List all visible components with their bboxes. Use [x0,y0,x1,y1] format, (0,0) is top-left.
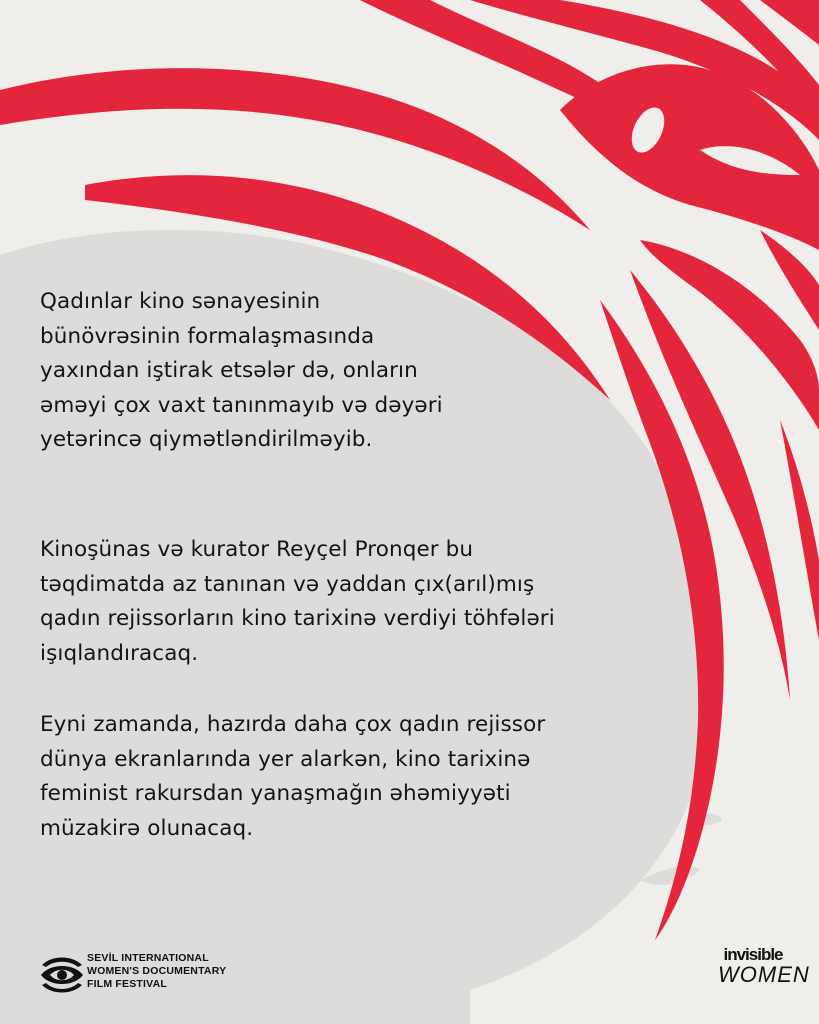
festival-name-line: FILM FESTIVAL [87,978,167,991]
paragraph-line: Qadınlar kino sənayesinin [40,289,321,314]
paragraph-intro [40,285,443,458]
paragraph-line: təqdimatda az tanınan və yaddan çıx(arıl)mış [40,571,535,597]
paragraph-line: müzakirə olunacaq. [40,815,254,841]
paragraph-line: yaxından iştirak etsələr də, onların [40,358,418,383]
paragraph-line: əməyi çox vaxt tanınmayıb və dəyəri [40,392,443,418]
festival-name [87,952,226,992]
paragraph-presentation [40,533,555,671]
paragraph-line: yetərincə qiymətləndirilməyib. [40,427,373,452]
paragraph-line: işıqlandıracaq. [40,640,199,666]
logo-word-invisible: invisible [723,945,783,964]
paragraph-line: qadın rejissorların kino tarixinə verdiyi töhfələri [40,606,555,631]
paragraph-line: Eyni zamanda, hazırda daha çox qadın rejissor [40,712,546,737]
paragraph-line: feminist rakursdan yanaşmağın əhəmiyyəti [40,781,511,806]
paragraph-discussion [40,708,545,846]
paragraph-line: bünövrəsinin formalaşmasında [40,323,375,349]
logo-word-women: WOMEN [718,962,810,987]
festival-name-line: WOMEN'S DOCUMENTARY [87,965,227,978]
paragraph-line: dünya ekranlarında yer alarkən, kino tarixinə [40,746,531,772]
eye-icon [41,958,83,993]
festival-name-line: SEVİL INTERNATIONAL [87,952,209,964]
paragraph-line: Kinoşünas və kurator Reyçel Pronqer bu [40,537,474,562]
invisible-women-logo [718,945,810,987]
